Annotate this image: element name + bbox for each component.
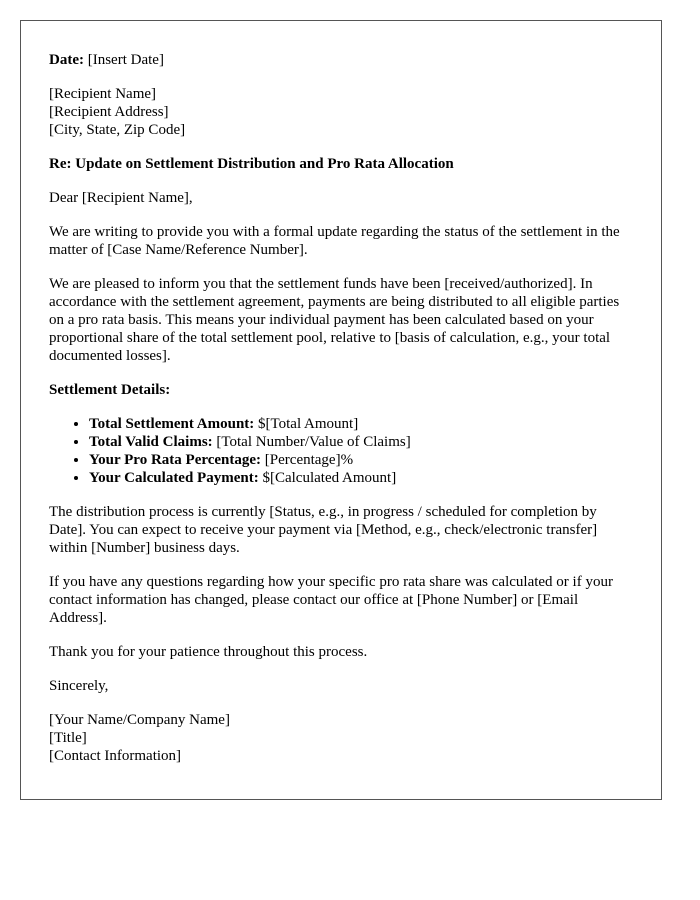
- detail-label: Total Settlement Amount:: [89, 416, 255, 432]
- recipient-block: [49, 85, 633, 139]
- signature-contact: [Contact Information]: [49, 748, 182, 764]
- detail-item-valid-claims: [89, 433, 633, 451]
- detail-item-pro-rata-percentage: [89, 451, 633, 469]
- letter-document: [20, 20, 662, 800]
- detail-value: $[Calculated Amount]: [262, 470, 397, 486]
- detail-value: $[Total Amount]: [258, 416, 359, 432]
- subject-line: Re: Update on Settlement Distribution and Pro Rata Allocation: [49, 156, 454, 172]
- detail-item-total-amount: [89, 415, 633, 433]
- process-paragraph: The distribution process is currently [Status, e.g., in progress / scheduled for completion by Date]. You can expect to receive your payment via [Method, e.g., check/electronic transfer] within [Number] business days.: [49, 504, 598, 556]
- recipient-address: [Recipient Address]: [49, 104, 169, 120]
- signature-block: [49, 711, 633, 765]
- details-heading: Settlement Details:: [49, 382, 171, 398]
- detail-label: Total Valid Claims:: [89, 434, 213, 450]
- signature-name: [Your Name/Company Name]: [49, 712, 230, 728]
- funds-paragraph: We are pleased to inform you that the settlement funds have been [received/authorized]. In accordance with the settlement agreement, payments are being distributed to all eligible parties on a pro rata basis. This means your individual payment has been calculated based on your proportional share of the total settlement pool, relative to [basis of calculation, e.g., your total documented losses].: [49, 276, 620, 364]
- detail-value: [Total Number/Value of Claims]: [216, 434, 411, 450]
- thanks-paragraph: Thank you for your patience throughout this process.: [49, 644, 368, 660]
- date-line: [49, 51, 633, 69]
- recipient-name: [Recipient Name]: [49, 86, 157, 102]
- recipient-city-state-zip: [City, State, Zip Code]: [49, 122, 186, 138]
- closing: Sincerely,: [49, 678, 109, 694]
- salutation: Dear [Recipient Name],: [49, 190, 193, 206]
- detail-value: [Percentage]%: [264, 452, 354, 468]
- intro-paragraph: We are writing to provide you with a formal update regarding the status of the settlement in the matter of [Case Name/Reference Number].: [49, 224, 620, 258]
- date-label: Date:: [49, 52, 84, 68]
- detail-label: Your Pro Rata Percentage:: [89, 452, 262, 468]
- signature-title: [Title]: [49, 730, 87, 746]
- detail-item-calculated-payment: [89, 469, 633, 487]
- detail-label: Your Calculated Payment:: [89, 470, 259, 486]
- questions-paragraph: If you have any questions regarding how your specific pro rata share was calculated or if your contact information has changed, please contact our office at [Phone Number] or [Email Address].: [49, 574, 613, 626]
- details-list: [49, 415, 633, 487]
- date-value: [Insert Date]: [87, 52, 164, 68]
